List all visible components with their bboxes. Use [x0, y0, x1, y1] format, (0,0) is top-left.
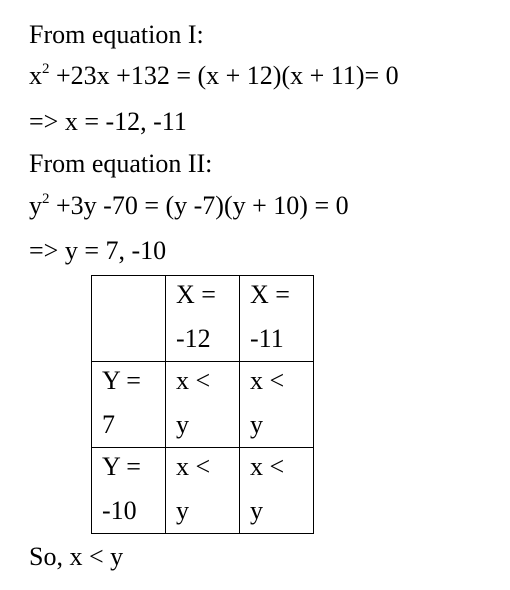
equation-1-exponent: 2 — [42, 61, 50, 77]
cell-bottom-text: y — [250, 496, 263, 525]
table-cell — [240, 448, 314, 534]
equation-2-roots: => y = 7, -10 — [29, 236, 167, 265]
equation-1-roots: => x = -12, -11 — [29, 107, 187, 136]
cell-bottom-text: y — [176, 410, 189, 439]
cell-bottom-text: -12 — [176, 324, 211, 353]
cell-top-text: X = — [250, 280, 290, 309]
table-cell — [166, 362, 240, 448]
conclusion: So, x < y — [29, 542, 124, 571]
table-cell — [166, 448, 240, 534]
equation-1-expression: +23x +132 = (x + 12)(x + 11)= 0 — [49, 61, 399, 90]
cell-bottom-text: -10 — [102, 496, 137, 525]
cell-top-text: x < — [176, 452, 211, 481]
table-row-header-cell — [92, 448, 166, 534]
cell-bottom-text: y — [250, 410, 263, 439]
cell-bottom-text: 7 — [102, 410, 115, 439]
cell-top-text: x < — [176, 366, 211, 395]
table-header-row — [92, 276, 314, 362]
equation-2-variable: y — [29, 191, 42, 220]
equation-1-heading: From equation I: — [29, 20, 204, 49]
equation-1-variable: x — [29, 61, 42, 90]
cell-top-text: Y = — [102, 452, 141, 481]
table-row — [92, 448, 314, 534]
table-cell — [240, 362, 314, 448]
table-row-header-cell — [92, 362, 166, 448]
cell-bottom-text: y — [176, 496, 189, 525]
equation-2-heading: From equation II: — [29, 149, 213, 178]
equation-2 — [29, 193, 349, 219]
cell-top-text: x < — [250, 366, 285, 395]
equation-2-exponent: 2 — [42, 191, 50, 207]
table-corner-cell — [92, 276, 166, 362]
equation-2-expression: +3y -70 = (y -7)(y + 10) = 0 — [49, 191, 349, 220]
table-header-cell — [166, 276, 240, 362]
cell-top-text: x < — [250, 452, 285, 481]
comparison-table — [91, 275, 314, 534]
table-row — [92, 362, 314, 448]
table-header-cell — [240, 276, 314, 362]
cell-bottom-text: -11 — [250, 324, 284, 353]
cell-top-text: X = — [176, 280, 216, 309]
equation-1 — [29, 63, 399, 89]
cell-top-text: Y = — [102, 366, 141, 395]
